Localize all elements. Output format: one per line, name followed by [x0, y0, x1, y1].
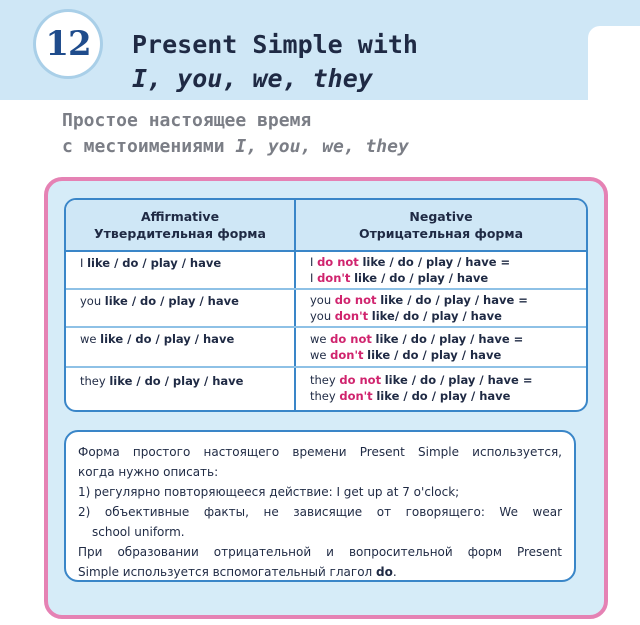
header-negative-ru: Отрицательная форма — [358, 226, 524, 241]
neg-pronoun: they — [310, 389, 336, 403]
affirmative-cell — [80, 374, 243, 388]
negative-full-line — [310, 292, 528, 308]
pronoun: they — [80, 374, 106, 388]
note-item-1: 1) регулярно повторяющееся действие: I get up at 7 o'clock; — [78, 485, 460, 499]
neg-pronoun: you — [310, 293, 332, 307]
grammar-table — [64, 198, 588, 412]
header-notch — [588, 26, 640, 100]
neg-aux-short: don't — [317, 271, 351, 285]
negative-cell — [310, 292, 528, 324]
negative-short-line — [310, 308, 528, 324]
note-closing-line-1: При образовании отрицательной и вопросительной форм Present — [78, 545, 562, 559]
affirmative-verbs: like / do / play / have — [100, 332, 235, 346]
neg-verbs: like / do / play / have — [376, 389, 511, 403]
lesson-number-badge — [36, 12, 100, 76]
grammar-panel — [44, 177, 608, 619]
negative-full-line — [310, 331, 523, 347]
subtitle-line-1: Простое настоящее время — [62, 110, 312, 131]
neg-pronoun: I — [310, 271, 314, 285]
negative-cell — [310, 254, 510, 286]
table-header — [66, 200, 586, 252]
table-row — [66, 290, 586, 328]
neg-aux-full: do not — [317, 255, 359, 269]
note-closing-line-2 — [78, 562, 562, 582]
neg-pronoun: we — [310, 348, 327, 362]
note-closing-aux: do — [376, 565, 393, 579]
neg-verbs: like / do / play / have = — [384, 373, 533, 387]
affirmative-cell — [80, 256, 221, 270]
subtitle-line-2-prefix: с местоимениями — [62, 136, 225, 157]
neg-aux-full: do not — [339, 373, 382, 387]
neg-aux-full: do not — [334, 293, 377, 307]
affirmative-verbs: like / do / play / have — [109, 374, 244, 388]
subtitle-line-2-pronouns: I, you, we, they — [235, 136, 409, 157]
neg-pronoun: I — [310, 255, 314, 269]
title-line-2: I, you, we, they — [132, 64, 373, 93]
note-closing-end: . — [392, 565, 397, 579]
title-line-1: Present Simple with — [132, 30, 418, 59]
note-line-2: когда нужно описать: — [78, 465, 219, 479]
neg-aux-short: don't — [334, 309, 369, 323]
subtitle-line-2 — [62, 134, 409, 160]
affirmative-verbs: like / do / play / have — [104, 294, 239, 308]
header-negative-en: Negative — [409, 209, 473, 224]
affirmative-cell — [80, 332, 234, 346]
neg-verbs: like/ do / play / have — [371, 309, 502, 323]
negative-short-line — [310, 270, 510, 286]
lesson-number: 12 — [45, 24, 91, 64]
header-affirmative — [66, 200, 294, 250]
header-affirmative-en: Affirmative — [140, 209, 220, 224]
note-closing-prefix: Simple используется вспомогательный глагол — [78, 565, 373, 579]
negative-cell — [310, 372, 532, 404]
neg-verbs: like / do / play / have — [367, 348, 502, 362]
negative-cell — [310, 331, 523, 363]
header-negative — [296, 200, 586, 250]
neg-verbs: like / do / play / have = — [380, 293, 528, 307]
neg-pronoun: you — [310, 309, 332, 323]
negative-full-line — [310, 254, 510, 270]
note-line-1: Форма простого настоящего времени Present Simple используется, — [78, 445, 562, 459]
note-item-2-line-2: school uniform. — [92, 525, 185, 539]
neg-aux-full: do not — [330, 332, 372, 346]
table-row — [66, 252, 586, 290]
table-row — [66, 368, 586, 410]
pronoun: we — [80, 332, 97, 346]
note-item-2-line-1: 2) объективные факты, не зависящие от говорящего: We wear — [78, 505, 562, 519]
neg-pronoun: we — [310, 332, 327, 346]
negative-short-line — [310, 347, 523, 363]
rule-note-box — [64, 430, 576, 582]
negative-short-line — [310, 388, 532, 404]
pronoun: I — [80, 256, 84, 270]
pronoun: you — [80, 294, 102, 308]
neg-verbs: like / do / play / have = — [362, 255, 511, 269]
neg-verbs: like / do / play / have — [354, 271, 489, 285]
neg-aux-short: don't — [339, 389, 373, 403]
negative-full-line — [310, 372, 532, 388]
neg-pronoun: they — [310, 373, 336, 387]
subtitle — [62, 108, 409, 160]
header-affirmative-ru: Утвердительная форма — [94, 226, 266, 241]
neg-aux-short: don't — [330, 348, 364, 362]
affirmative-verbs: like / do / play / have — [87, 256, 222, 270]
affirmative-cell — [80, 294, 239, 308]
neg-verbs: like / do / play / have = — [375, 332, 524, 346]
table-row — [66, 328, 586, 368]
